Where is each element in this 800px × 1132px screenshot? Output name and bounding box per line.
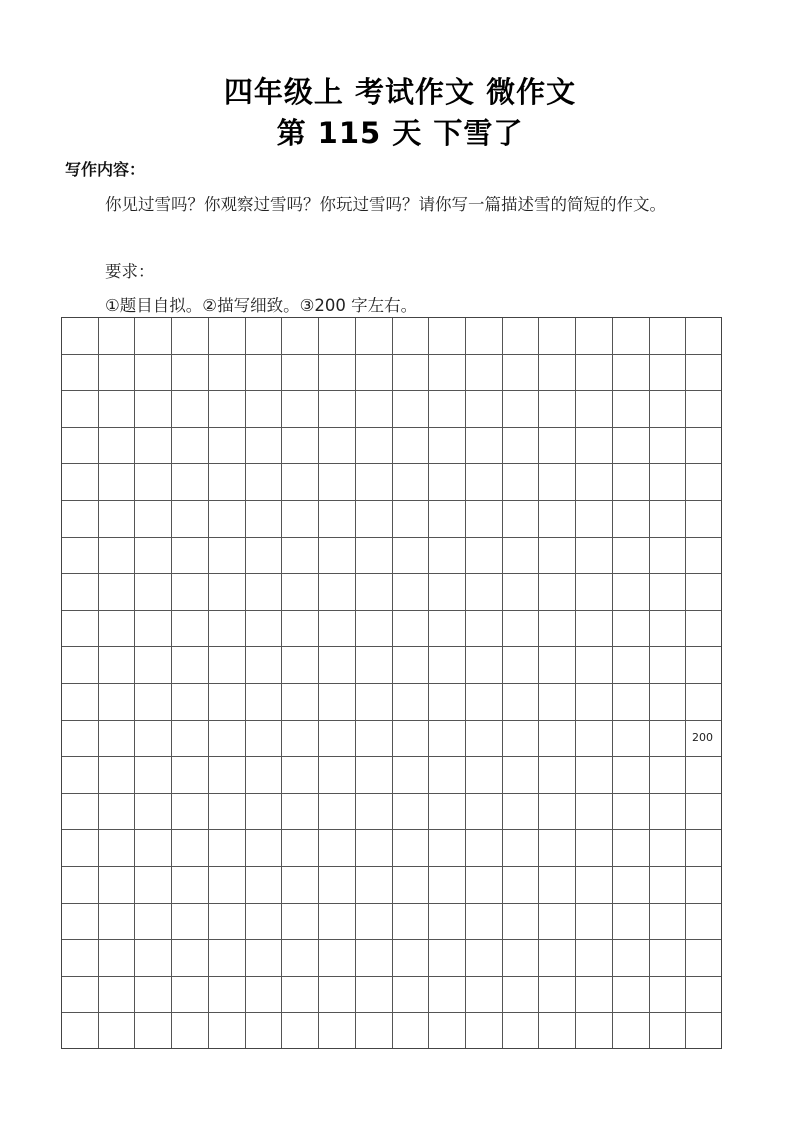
page-title: 四年级上 考试作文 微作文 bbox=[223, 75, 577, 109]
section-label: 写作内容： bbox=[65, 160, 146, 179]
requirements-label: 要求： bbox=[105, 262, 155, 281]
word-count-marker: 200 bbox=[692, 731, 713, 744]
requirements-list: ①题目自拟。②描写细致。③200 字左右。 bbox=[105, 296, 418, 315]
writing-prompt: 你见过雪吗？你观察过雪吗？你玩过雪吗？请你写一篇描述雪的简短的作文。 bbox=[105, 195, 666, 214]
page-subtitle: 第 115 天 下雪了 bbox=[276, 116, 524, 150]
writing-grid[interactable] bbox=[61, 317, 722, 1049]
